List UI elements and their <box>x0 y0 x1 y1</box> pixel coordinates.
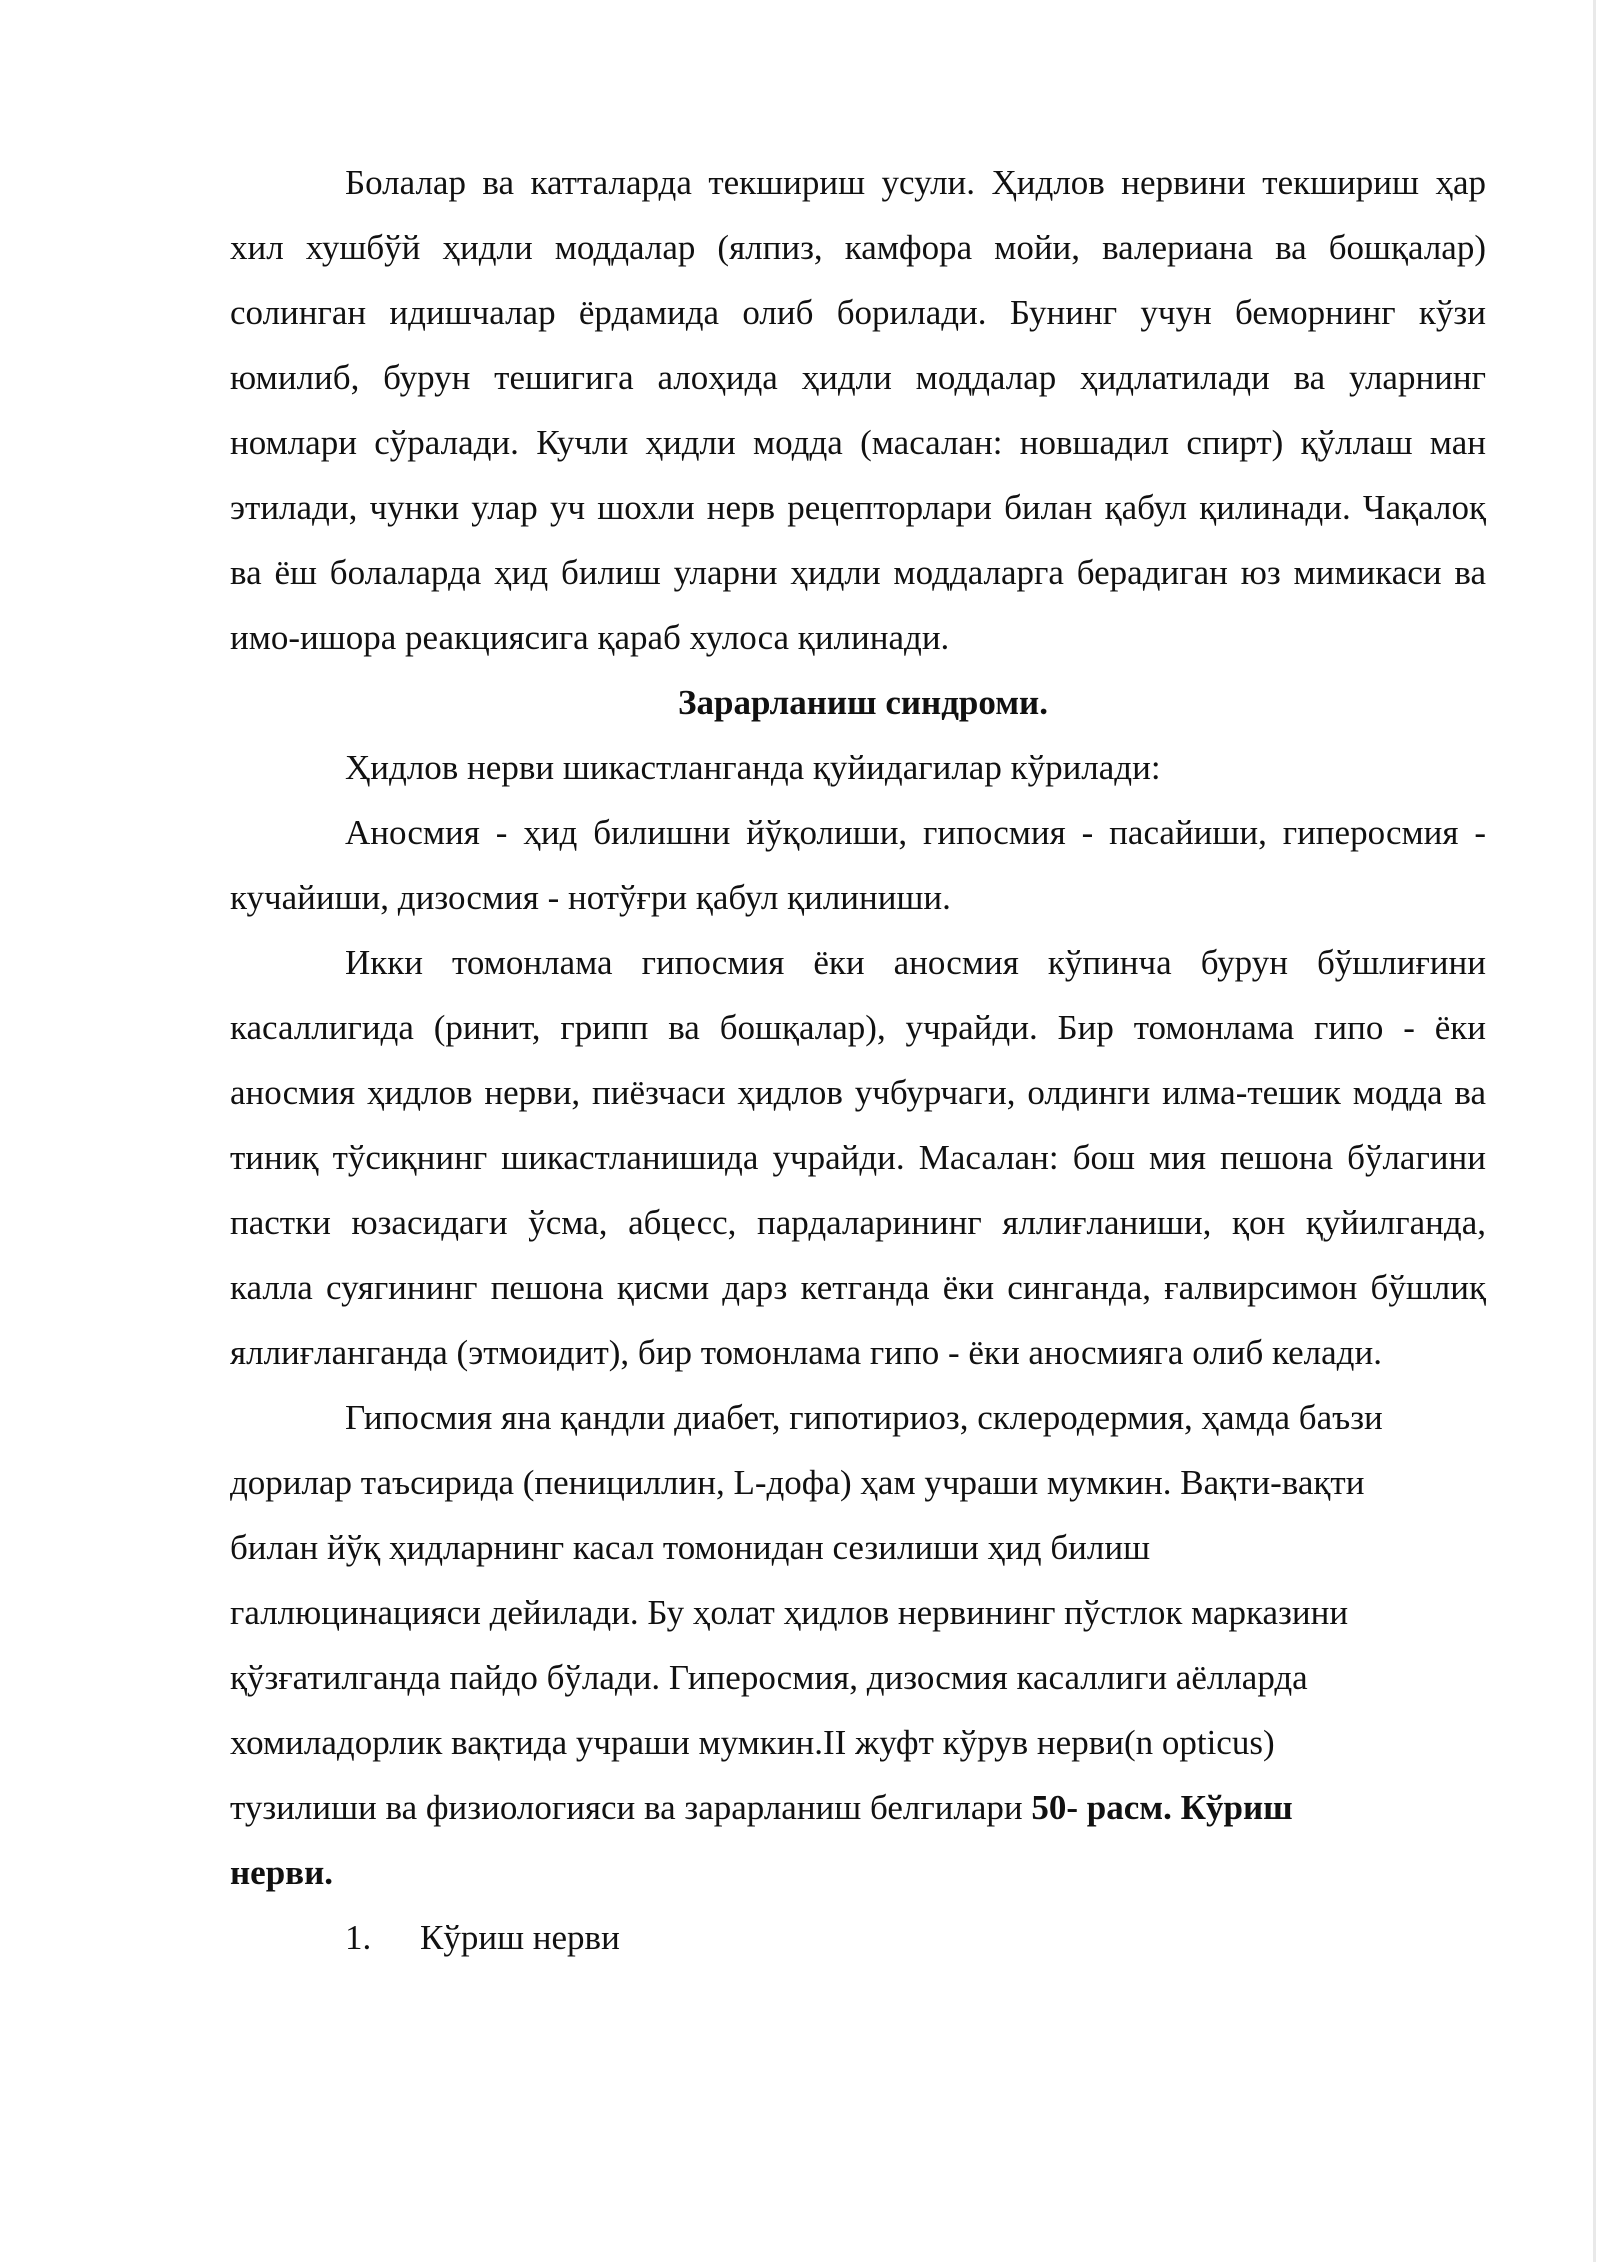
paragraph-text: тузилиши ва физиологияси ва зарарланиш белгилари <box>230 1788 1032 1827</box>
paragraph-line: галлюцинацияси дейилади. Бу ҳолат ҳидлов нервининг пўстлок марказини <box>230 1593 1349 1632</box>
paragraph-bilateral-unilateral: Икки томонлама гипосмия ёки аносмия кўпинча бурун бўшлиғини касаллигида (ринит, грипп ва бошқалар), учрайди. Бир томонлама гипо - ёки аносмия ҳидлов нерви, пиёзчаси ҳидлов учбурчаги, олдинги илма-тешик модда ва тиниқ тўсиқнинг шикастланишида учрайди. Масалан: бош мия пешона бўлагини пастки юзасидаги ўсма, абцесс, пардаларининг яллиғланиши, қон қуйилганда, калла суягининг пешона қисми дарз кетганда ёки синганда, ғалвирсимон бўшлиқ яллиғланганда (этмоидит), бир томонлама гипо - ёки аносмияга олиб келади. <box>230 943 1486 1372</box>
paragraph-line <box>230 1775 1486 1840</box>
paragraph-terms-definitions: Аносмия - ҳид билишни йўқолиши, гипосмия - пасайиши, гиперосмия - кучайиши, дизосмия - нотўғри қабул қилиниши. <box>230 813 1486 917</box>
page-edge-divider <box>1593 0 1596 2262</box>
paragraph-line: Гипосмия яна қандли диабет, гипотириоз, склеродермия, ҳамда баъзи <box>345 1398 1383 1437</box>
list-item-text: Кўриш нерви <box>420 1918 620 1957</box>
paragraph-line: дорилар таъсирида (пенициллин, L-дофа) ҳам учраши мумкин. Вақти-вақти <box>230 1463 1365 1502</box>
document-body <box>230 150 1486 1970</box>
paragraph-damage-intro: Ҳидлов нерви шикастланганда қуйидагилар кўрилади: <box>345 748 1161 787</box>
section-heading: Зарарланиш синдроми. <box>678 683 1048 722</box>
figure-caption: 50- расм. Кўриш <box>1031 1788 1293 1827</box>
paragraph-line: қўзғатилганда пайдо бўлади. Гиперосмия, дизосмия касаллиги аёлларда <box>230 1658 1308 1697</box>
paragraph-line: билан йўқ ҳидларнинг касал томонидан сезилиши ҳид билиш <box>230 1528 1151 1567</box>
paragraph-line: хомиладорлик вақтида учраши мумкин.II жуфт кўрув нерви(n opticus) <box>230 1723 1275 1762</box>
paragraph-hyposmia-causes <box>230 1385 1486 1905</box>
figure-caption-continued: нерви. <box>230 1853 333 1892</box>
list-item-number: 1. <box>345 1918 372 1957</box>
paragraph-examination-method: Болалар ва катталарда текшириш усули. Ҳидлов нервини текшириш ҳар хил хушбўй ҳидли моддалар (ялпиз, камфора мойи, валериана ва бошқалар) солинган идишчалар ёрдамида олиб борилади. Бунинг учун беморнинг кўзи юмилиб, бурун тешигига алоҳида ҳидли моддалар ҳидлатилади ва уларнинг номлари сўралади. Кучли ҳидли модда (масалан: новшадил спирт) қўллаш ман этилади, чунки улар уч шохли нерв рецепторлари билан қабул қилинади. Чақалоқ ва ёш болаларда ҳид билиш уларни ҳидли моддаларга берадиган юз мимикаси ва имо-ишора реакциясига қараб хулоса қилинади. <box>230 163 1486 657</box>
list-item <box>230 1905 1486 1970</box>
